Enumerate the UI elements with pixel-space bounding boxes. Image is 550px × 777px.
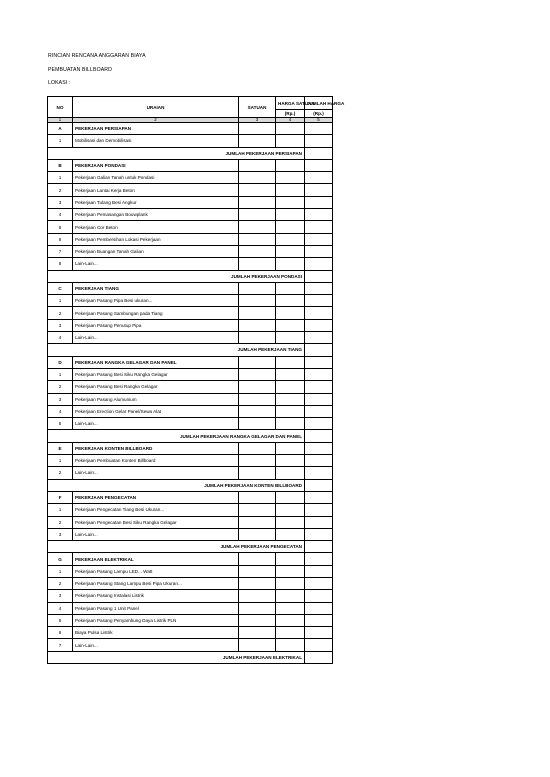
section-letter: E (48, 442, 73, 454)
jumlah-harga-cell[interactable] (305, 418, 333, 430)
harga-satuan-cell[interactable] (276, 245, 305, 257)
section-total-label: JUMLAH PEKERJAAN ELEKTRIKAL (48, 651, 305, 663)
jumlah-harga-cell[interactable] (305, 405, 333, 417)
table-row (48, 295, 333, 307)
jumlah-harga-cell[interactable] (305, 614, 333, 626)
jumlah-harga-cell[interactable] (305, 319, 333, 331)
satuan-cell[interactable] (239, 627, 276, 639)
unit-jumlah-harga: (Rp.) (305, 110, 333, 118)
table-row (48, 639, 333, 651)
item-description: Pekerjaan Pasang Alumunium (73, 393, 239, 405)
satuan-cell[interactable] (239, 319, 276, 331)
harga-satuan-cell[interactable] (276, 332, 305, 344)
table-row (48, 245, 333, 257)
item-description: Lain-Lain... (73, 528, 239, 540)
section-header-row (48, 123, 333, 135)
satuan-cell[interactable] (239, 553, 276, 565)
item-description: Pekerjaan Pasang Stang Lampu Besi Pipa Ukuran... (73, 577, 239, 589)
section-total-row (48, 541, 333, 553)
section-header-row (48, 159, 333, 171)
harga-satuan-cell[interactable] (276, 319, 305, 331)
item-number: 2 (48, 467, 73, 479)
item-description: Lain-Lain... (73, 639, 239, 651)
item-number: 6 (48, 627, 73, 639)
harga-satuan-cell[interactable] (276, 442, 305, 454)
item-description: Pekerjaan Pasang Pipa Besi ukuran... (73, 295, 239, 307)
section-letter: F (48, 491, 73, 503)
harga-satuan-cell[interactable] (276, 282, 305, 294)
jumlah-harga-cell[interactable] (305, 467, 333, 479)
item-number: 2 (48, 184, 73, 196)
satuan-cell[interactable] (239, 528, 276, 540)
harga-satuan-cell[interactable] (276, 196, 305, 208)
satuan-cell[interactable] (239, 307, 276, 319)
harga-satuan-cell[interactable] (276, 516, 305, 528)
harga-satuan-cell[interactable] (276, 295, 305, 307)
section-header-row (48, 282, 333, 294)
item-description: Pekerjaan Pengecatan Tiang Besi Ukuran... (73, 504, 239, 516)
satuan-cell[interactable] (239, 184, 276, 196)
section-title: PEKERJAAN ELEKTRIKAL (73, 553, 239, 565)
section-letter: G (48, 553, 73, 565)
section-total-row (48, 270, 333, 282)
item-number: 1 (48, 565, 73, 577)
section-total-row (48, 651, 333, 663)
satuan-cell[interactable] (239, 172, 276, 184)
harga-satuan-cell[interactable] (276, 258, 305, 270)
table-row (48, 590, 333, 602)
table-row (48, 184, 333, 196)
harga-satuan-cell[interactable] (276, 405, 305, 417)
item-description: Lain-Lain... (73, 332, 239, 344)
section-total-label: JUMLAH PEKERJAAN RANGKA GELAGAR DAN PANEL (48, 430, 305, 442)
item-description: Pekerjaan Pemasangan Bouwplank (73, 209, 239, 221)
satuan-cell[interactable] (239, 614, 276, 626)
item-description: Mobilisasi dan Demobilisasi (73, 135, 239, 147)
item-description: Pekerjaan Pasang Lampu LED... Watt (73, 565, 239, 577)
jumlah-harga-cell[interactable] (305, 332, 333, 344)
satuan-cell[interactable] (239, 467, 276, 479)
jumlah-harga-cell[interactable] (305, 553, 333, 565)
satuan-cell[interactable] (239, 565, 276, 577)
jumlah-harga-cell[interactable] (305, 565, 333, 577)
column-header-jumlah-harga: JUMLAH HARGA (305, 97, 333, 110)
item-description: Pekerjaan Erection Gelar Panel/Sewa Alat (73, 405, 239, 417)
satuan-cell[interactable] (239, 258, 276, 270)
jumlah-harga-cell[interactable] (305, 504, 333, 516)
harga-satuan-cell[interactable] (276, 221, 305, 233)
item-number: 1 (48, 295, 73, 307)
jumlah-harga-cell[interactable] (305, 282, 333, 294)
section-total-row (48, 147, 333, 159)
jumlah-harga-cell[interactable] (305, 442, 333, 454)
column-number: 3 (239, 118, 276, 123)
section-total-value[interactable] (305, 344, 333, 356)
jumlah-harga-cell[interactable] (305, 528, 333, 540)
jumlah-harga-cell[interactable] (305, 491, 333, 503)
satuan-cell[interactable] (239, 209, 276, 221)
item-description: Pekerjaan Pasang Penyambung Daya Listrik PLN (73, 614, 239, 626)
item-description: Pekerjaan Lantai Kerja Beton (73, 184, 239, 196)
harga-satuan-cell[interactable] (276, 639, 305, 651)
item-number: 5 (48, 221, 73, 233)
column-header-no: NO (48, 97, 73, 118)
harga-satuan-cell[interactable] (276, 184, 305, 196)
satuan-cell[interactable] (239, 368, 276, 380)
item-number: 7 (48, 245, 73, 257)
budget-table-body (48, 123, 333, 664)
item-description: Pekerjaan Tulang Besi Angkur (73, 196, 239, 208)
item-number: 2 (48, 381, 73, 393)
item-number: 5 (48, 614, 73, 626)
table-row (48, 504, 333, 516)
table-row (48, 196, 333, 208)
satuan-cell[interactable] (239, 504, 276, 516)
table-row (48, 135, 333, 147)
item-number: 4 (48, 332, 73, 344)
jumlah-harga-cell[interactable] (305, 184, 333, 196)
item-number: 1 (48, 172, 73, 184)
jumlah-harga-cell[interactable] (305, 258, 333, 270)
table-row (48, 405, 333, 417)
jumlah-harga-cell[interactable] (305, 393, 333, 405)
section-letter: A (48, 123, 73, 135)
satuan-cell[interactable] (239, 516, 276, 528)
table-row (48, 516, 333, 528)
harga-satuan-cell[interactable] (276, 455, 305, 467)
item-description: Biaya Pulsa Listrik (73, 627, 239, 639)
item-description: Pekerjaan Pembuatan Konten Billboard (73, 455, 239, 467)
jumlah-harga-cell[interactable] (305, 221, 333, 233)
harga-satuan-cell[interactable] (276, 418, 305, 430)
harga-satuan-cell[interactable] (276, 356, 305, 368)
satuan-cell[interactable] (239, 393, 276, 405)
section-title: PEKERJAAN PENGECATAN (73, 491, 239, 503)
column-header-harga-satuan: HARGA SATUAN (276, 97, 305, 110)
jumlah-harga-cell[interactable] (305, 590, 333, 602)
section-title: PEKERJAAN RANGKA GELAGAR DAN PANEL (73, 356, 239, 368)
harga-satuan-cell[interactable] (276, 627, 305, 639)
section-total-value[interactable] (305, 541, 333, 553)
jumlah-harga-cell[interactable] (305, 123, 333, 135)
document-title: RINCIAN RENCANA ANGGARAN BIAYA (48, 53, 146, 59)
satuan-cell[interactable] (239, 356, 276, 368)
satuan-cell[interactable] (239, 295, 276, 307)
jumlah-harga-cell[interactable] (305, 639, 333, 651)
satuan-cell[interactable] (239, 123, 276, 135)
harga-satuan-cell[interactable] (276, 123, 305, 135)
jumlah-harga-cell[interactable] (305, 135, 333, 147)
harga-satuan-cell[interactable] (276, 172, 305, 184)
table-row (48, 319, 333, 331)
jumlah-harga-cell[interactable] (305, 602, 333, 614)
table-row (48, 418, 333, 430)
item-description: Pekerjaan Pasang Sambungan pada Tiang (73, 307, 239, 319)
item-number: 4 (48, 602, 73, 614)
item-description: Pekerjaan Pengecatan Besi Siku Rangka Gelagar (73, 516, 239, 528)
satuan-cell[interactable] (239, 491, 276, 503)
jumlah-harga-cell[interactable] (305, 516, 333, 528)
column-header-uraian: URAIAN (73, 97, 239, 118)
satuan-cell[interactable] (239, 332, 276, 344)
section-total-label: JUMLAH PEKERJAAN PENGECATAN (48, 541, 305, 553)
section-total-value[interactable] (305, 147, 333, 159)
jumlah-harga-cell[interactable] (305, 627, 333, 639)
satuan-cell[interactable] (239, 135, 276, 147)
item-number: 6 (48, 233, 73, 245)
item-number: 1 (48, 135, 73, 147)
satuan-cell[interactable] (239, 245, 276, 257)
section-title: PEKERJAAN PERSIAPAN (73, 123, 239, 135)
harga-satuan-cell[interactable] (276, 307, 305, 319)
satuan-cell[interactable] (239, 602, 276, 614)
location-label: LOKASI : (48, 80, 71, 86)
jumlah-harga-cell[interactable] (305, 172, 333, 184)
table-row (48, 627, 333, 639)
column-header-satuan: SATUAN (239, 97, 276, 118)
section-total-value[interactable] (305, 479, 333, 491)
item-number: 2 (48, 577, 73, 589)
table-row (48, 368, 333, 380)
item-number: 4 (48, 405, 73, 417)
section-letter: B (48, 159, 73, 171)
jumlah-harga-cell[interactable] (305, 356, 333, 368)
table-row (48, 332, 333, 344)
section-total-label: JUMLAH PEKERJAAN KONTEN BILLBOARD (48, 479, 305, 491)
column-number: 2 (73, 118, 239, 123)
harga-satuan-cell[interactable] (276, 209, 305, 221)
jumlah-harga-cell[interactable] (305, 233, 333, 245)
harga-satuan-cell[interactable] (276, 135, 305, 147)
table-row (48, 381, 333, 393)
section-header-row (48, 356, 333, 368)
satuan-cell[interactable] (239, 221, 276, 233)
column-number: 4 (276, 118, 305, 123)
item-description: Lain-Lain... (73, 418, 239, 430)
item-description: Pekerjaan Pasang Besi Rangka Gelagar (73, 381, 239, 393)
section-total-value[interactable] (305, 651, 333, 663)
unit-harga-satuan: (Rp.) (276, 110, 305, 118)
satuan-cell[interactable] (239, 196, 276, 208)
section-total-row (48, 479, 333, 491)
table-row (48, 467, 333, 479)
column-number: 1 (48, 118, 73, 123)
jumlah-harga-cell[interactable] (305, 307, 333, 319)
section-header-row (48, 491, 333, 503)
item-number: 1 (48, 368, 73, 380)
item-description: Pekerjaan Pasang Instalasi Listrik (73, 590, 239, 602)
item-description: Pekerjaan Pasang Penutup Pipa (73, 319, 239, 331)
section-title: PEKERJAAN KONTEN BILLBOARD (73, 442, 239, 454)
harga-satuan-cell[interactable] (276, 491, 305, 503)
section-letter: C (48, 282, 73, 294)
item-number: 5 (48, 418, 73, 430)
item-description: Pekerjaan Galian Tanah untuk Pondasi (73, 172, 239, 184)
satuan-cell[interactable] (239, 418, 276, 430)
table-row (48, 172, 333, 184)
harga-satuan-cell[interactable] (276, 504, 305, 516)
section-total-label: JUMLAH PEKERJAAN PONDASI (48, 270, 305, 282)
jumlah-harga-cell[interactable] (305, 196, 333, 208)
jumlah-harga-cell[interactable] (305, 455, 333, 467)
section-total-value[interactable] (305, 270, 333, 282)
harga-satuan-cell[interactable] (276, 602, 305, 614)
table-row (48, 221, 333, 233)
harga-satuan-cell[interactable] (276, 614, 305, 626)
jumlah-harga-cell[interactable] (305, 295, 333, 307)
section-total-label: JUMLAH PEKERJAAN PERSIAPAN (48, 147, 305, 159)
item-number: 7 (48, 639, 73, 651)
harga-satuan-cell[interactable] (276, 381, 305, 393)
table-row (48, 577, 333, 589)
satuan-cell[interactable] (239, 577, 276, 589)
jumlah-harga-cell[interactable] (305, 368, 333, 380)
table-row (48, 233, 333, 245)
item-description: Pekerjaan Pasang 1 Unit Panel (73, 602, 239, 614)
section-header-row (48, 442, 333, 454)
section-title: PEKERJAAN PONDASI (73, 159, 239, 171)
jumlah-harga-cell[interactable] (305, 159, 333, 171)
table-row (48, 614, 333, 626)
table-row (48, 455, 333, 467)
jumlah-harga-cell[interactable] (305, 381, 333, 393)
item-number: 2 (48, 516, 73, 528)
satuan-cell[interactable] (239, 455, 276, 467)
harga-satuan-cell[interactable] (276, 467, 305, 479)
table-row (48, 258, 333, 270)
item-number: 2 (48, 307, 73, 319)
section-total-value[interactable] (305, 430, 333, 442)
harga-satuan-cell[interactable] (276, 577, 305, 589)
harga-satuan-cell[interactable] (276, 233, 305, 245)
harga-satuan-cell[interactable] (276, 368, 305, 380)
table-row (48, 528, 333, 540)
item-number: 4 (48, 209, 73, 221)
item-description: Lain-Lain... (73, 467, 239, 479)
section-letter: D (48, 356, 73, 368)
item-number: 1 (48, 504, 73, 516)
harga-satuan-cell[interactable] (276, 553, 305, 565)
satuan-cell[interactable] (239, 282, 276, 294)
satuan-cell[interactable] (239, 159, 276, 171)
item-description: Lain-Lain... (73, 258, 239, 270)
item-number: 3 (48, 319, 73, 331)
item-number: 3 (48, 196, 73, 208)
item-number: 1 (48, 455, 73, 467)
section-total-label: JUMLAH PEKERJAAN TIANG (48, 344, 305, 356)
table-row (48, 307, 333, 319)
satuan-cell[interactable] (239, 639, 276, 651)
table-row (48, 209, 333, 221)
satuan-cell[interactable] (239, 233, 276, 245)
harga-satuan-cell[interactable] (276, 590, 305, 602)
section-total-row (48, 344, 333, 356)
jumlah-harga-cell[interactable] (305, 209, 333, 221)
budget-table (47, 96, 345, 664)
harga-satuan-cell[interactable] (276, 528, 305, 540)
section-header-row (48, 553, 333, 565)
section-total-row (48, 430, 333, 442)
jumlah-harga-cell[interactable] (305, 245, 333, 257)
section-title: PEKERJAAN TIANG (73, 282, 239, 294)
harga-satuan-cell[interactable] (276, 565, 305, 577)
item-description: Pekerjaan Buangan Tanah Galian (73, 245, 239, 257)
harga-satuan-cell[interactable] (276, 393, 305, 405)
satuan-cell[interactable] (239, 590, 276, 602)
satuan-cell[interactable] (239, 442, 276, 454)
document-subtitle: PEMBUATAN BILLBOARD (48, 67, 112, 73)
jumlah-harga-cell[interactable] (305, 577, 333, 589)
item-description: Pekerjaan Pembersihan Lokasi Pekerjaan (73, 233, 239, 245)
table-row (48, 565, 333, 577)
table-row (48, 393, 333, 405)
satuan-cell[interactable] (239, 405, 276, 417)
column-number: 5 (305, 118, 333, 123)
item-number: 3 (48, 393, 73, 405)
item-number: 8 (48, 258, 73, 270)
harga-satuan-cell[interactable] (276, 159, 305, 171)
satuan-cell[interactable] (239, 381, 276, 393)
item-description: Pekerjaan Cor Beton (73, 221, 239, 233)
item-description: Pekerjaan Pasang Besi Siku Rangka Gelagar (73, 368, 239, 380)
item-number: 3 (48, 528, 73, 540)
item-number: 3 (48, 590, 73, 602)
table-row (48, 602, 333, 614)
